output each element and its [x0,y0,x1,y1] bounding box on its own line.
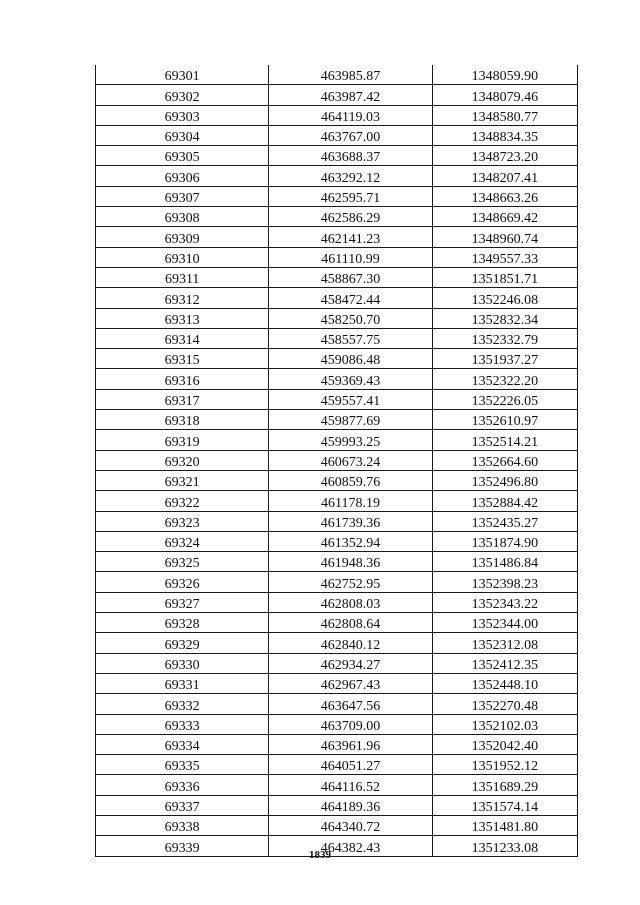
x-coordinate-cell: 464340.72 [269,815,432,835]
point-id-cell: 69322 [96,491,269,511]
point-id-cell: 69318 [96,410,269,430]
point-id-cell: 69323 [96,511,269,531]
x-coordinate-cell: 462808.64 [269,613,432,633]
point-id-cell: 69304 [96,125,269,145]
table-row [96,775,578,795]
point-id-cell: 69309 [96,227,269,247]
y-coordinate-cell: 1348960.74 [432,227,577,247]
point-id-cell: 69328 [96,613,269,633]
table-row [96,430,578,450]
y-coordinate-cell: 1351574.14 [432,795,577,815]
table-row [96,755,578,775]
y-coordinate-cell: 1351486.84 [432,552,577,572]
point-id-cell: 69310 [96,247,269,267]
table-row [96,247,578,267]
table-row [96,694,578,714]
x-coordinate-cell: 458867.30 [269,267,432,287]
x-coordinate-cell: 458472.44 [269,288,432,308]
x-coordinate-cell: 464382.43 [269,836,432,856]
x-coordinate-cell: 463987.42 [269,85,432,105]
y-coordinate-cell: 1352102.03 [432,714,577,734]
table-row [96,572,578,592]
y-coordinate-cell: 1352322.20 [432,369,577,389]
y-coordinate-cell: 1351937.27 [432,349,577,369]
table-row [96,653,578,673]
coordinate-table [95,65,578,857]
x-coordinate-cell: 460859.76 [269,470,432,490]
y-coordinate-cell: 1352448.10 [432,673,577,693]
table-row [96,65,578,85]
x-coordinate-cell: 462967.43 [269,673,432,693]
y-coordinate-cell: 1352514.21 [432,430,577,450]
x-coordinate-cell: 460673.24 [269,450,432,470]
x-coordinate-cell: 459086.48 [269,349,432,369]
y-coordinate-cell: 1352270.48 [432,694,577,714]
x-coordinate-cell: 461739.36 [269,511,432,531]
y-coordinate-cell: 1348663.26 [432,186,577,206]
table-row [96,734,578,754]
y-coordinate-cell: 1351874.90 [432,531,577,551]
y-coordinate-cell: 1351851.71 [432,267,577,287]
x-coordinate-cell: 462840.12 [269,633,432,653]
point-id-cell: 69325 [96,552,269,572]
y-coordinate-cell: 1352610.97 [432,410,577,430]
point-id-cell: 69311 [96,267,269,287]
x-coordinate-cell: 461352.94 [269,531,432,551]
y-coordinate-cell: 1348059.90 [432,65,577,85]
point-id-cell: 69301 [96,65,269,85]
table-row [96,450,578,470]
x-coordinate-cell: 463292.12 [269,166,432,186]
point-id-cell: 69315 [96,349,269,369]
table-row [96,166,578,186]
table-row [96,714,578,734]
x-coordinate-cell: 464051.27 [269,755,432,775]
y-coordinate-cell: 1352312.08 [432,633,577,653]
x-coordinate-cell: 463647.56 [269,694,432,714]
point-id-cell: 69314 [96,328,269,348]
x-coordinate-cell: 462141.23 [269,227,432,247]
x-coordinate-cell: 462808.03 [269,592,432,612]
x-coordinate-cell: 458557.75 [269,328,432,348]
table-row [96,227,578,247]
x-coordinate-cell: 461948.36 [269,552,432,572]
table-body [96,65,578,856]
table-row [96,511,578,531]
x-coordinate-cell: 464189.36 [269,795,432,815]
point-id-cell: 69307 [96,186,269,206]
x-coordinate-cell: 459877.69 [269,410,432,430]
table-row [96,491,578,511]
x-coordinate-cell: 459557.41 [269,389,432,409]
x-coordinate-cell: 463767.00 [269,125,432,145]
point-id-cell: 69306 [96,166,269,186]
y-coordinate-cell: 1352226.05 [432,389,577,409]
table-row [96,186,578,206]
point-id-cell: 69305 [96,146,269,166]
table-row [96,552,578,572]
table-row [96,410,578,430]
y-coordinate-cell: 1348669.42 [432,207,577,227]
point-id-cell: 69317 [96,389,269,409]
x-coordinate-cell: 461178.19 [269,491,432,511]
point-id-cell: 69316 [96,369,269,389]
point-id-cell: 69313 [96,308,269,328]
y-coordinate-cell: 1352435.27 [432,511,577,531]
y-coordinate-cell: 1348207.41 [432,166,577,186]
y-coordinate-cell: 1351481.80 [432,815,577,835]
x-coordinate-cell: 462595.71 [269,186,432,206]
point-id-cell: 69321 [96,470,269,490]
x-coordinate-cell: 461110.99 [269,247,432,267]
table-row [96,267,578,287]
page-number: 1839 [309,849,331,861]
table-row [96,795,578,815]
point-id-cell: 69312 [96,288,269,308]
point-id-cell: 69319 [96,430,269,450]
x-coordinate-cell: 463709.00 [269,714,432,734]
y-coordinate-cell: 1352344.00 [432,613,577,633]
y-coordinate-cell: 1352042.40 [432,734,577,754]
y-coordinate-cell: 1348834.35 [432,125,577,145]
x-coordinate-cell: 462934.27 [269,653,432,673]
y-coordinate-cell: 1352412.35 [432,653,577,673]
point-id-cell: 69308 [96,207,269,227]
table-row [96,613,578,633]
table-row [96,105,578,125]
table-row [96,389,578,409]
x-coordinate-cell: 462586.29 [269,207,432,227]
x-coordinate-cell: 463688.37 [269,146,432,166]
y-coordinate-cell: 1348580.77 [432,105,577,125]
point-id-cell: 69331 [96,673,269,693]
y-coordinate-cell: 1348079.46 [432,85,577,105]
table-row [96,531,578,551]
point-id-cell: 69333 [96,714,269,734]
y-coordinate-cell: 1352884.42 [432,491,577,511]
x-coordinate-cell: 458250.70 [269,308,432,328]
x-coordinate-cell: 464119.03 [269,105,432,125]
y-coordinate-cell: 1351233.08 [432,836,577,856]
x-coordinate-cell: 463985.87 [269,65,432,85]
table-row [96,125,578,145]
table-row [96,288,578,308]
y-coordinate-cell: 1352343.22 [432,592,577,612]
table-row [96,470,578,490]
y-coordinate-cell: 1351689.29 [432,775,577,795]
y-coordinate-cell: 1352832.34 [432,308,577,328]
point-id-cell: 69337 [96,795,269,815]
point-id-cell: 69329 [96,633,269,653]
y-coordinate-cell: 1349557.33 [432,247,577,267]
table-row [96,673,578,693]
point-id-cell: 69320 [96,450,269,470]
x-coordinate-cell: 464116.52 [269,775,432,795]
y-coordinate-cell: 1351952.12 [432,755,577,775]
y-coordinate-cell: 1352664.60 [432,450,577,470]
table-row [96,815,578,835]
x-coordinate-cell: 459993.25 [269,430,432,450]
x-coordinate-cell: 463961.96 [269,734,432,754]
table-row [96,85,578,105]
x-coordinate-cell: 462752.95 [269,572,432,592]
point-id-cell: 69303 [96,105,269,125]
point-id-cell: 69339 [96,836,269,856]
point-id-cell: 69332 [96,694,269,714]
table-row [96,207,578,227]
y-coordinate-cell: 1352496.80 [432,470,577,490]
point-id-cell: 69330 [96,653,269,673]
point-id-cell: 69302 [96,85,269,105]
y-coordinate-cell: 1352398.23 [432,572,577,592]
table-row [96,592,578,612]
table-row [96,349,578,369]
table-row [96,308,578,328]
y-coordinate-cell: 1348723.20 [432,146,577,166]
table-row [96,633,578,653]
point-id-cell: 69324 [96,531,269,551]
point-id-cell: 69327 [96,592,269,612]
point-id-cell: 69335 [96,755,269,775]
table-row [96,328,578,348]
point-id-cell: 69338 [96,815,269,835]
x-coordinate-cell: 459369.43 [269,369,432,389]
y-coordinate-cell: 1352246.08 [432,288,577,308]
point-id-cell: 69334 [96,734,269,754]
y-coordinate-cell: 1352332.79 [432,328,577,348]
table-row [96,369,578,389]
point-id-cell: 69336 [96,775,269,795]
table-row [96,146,578,166]
point-id-cell: 69326 [96,572,269,592]
